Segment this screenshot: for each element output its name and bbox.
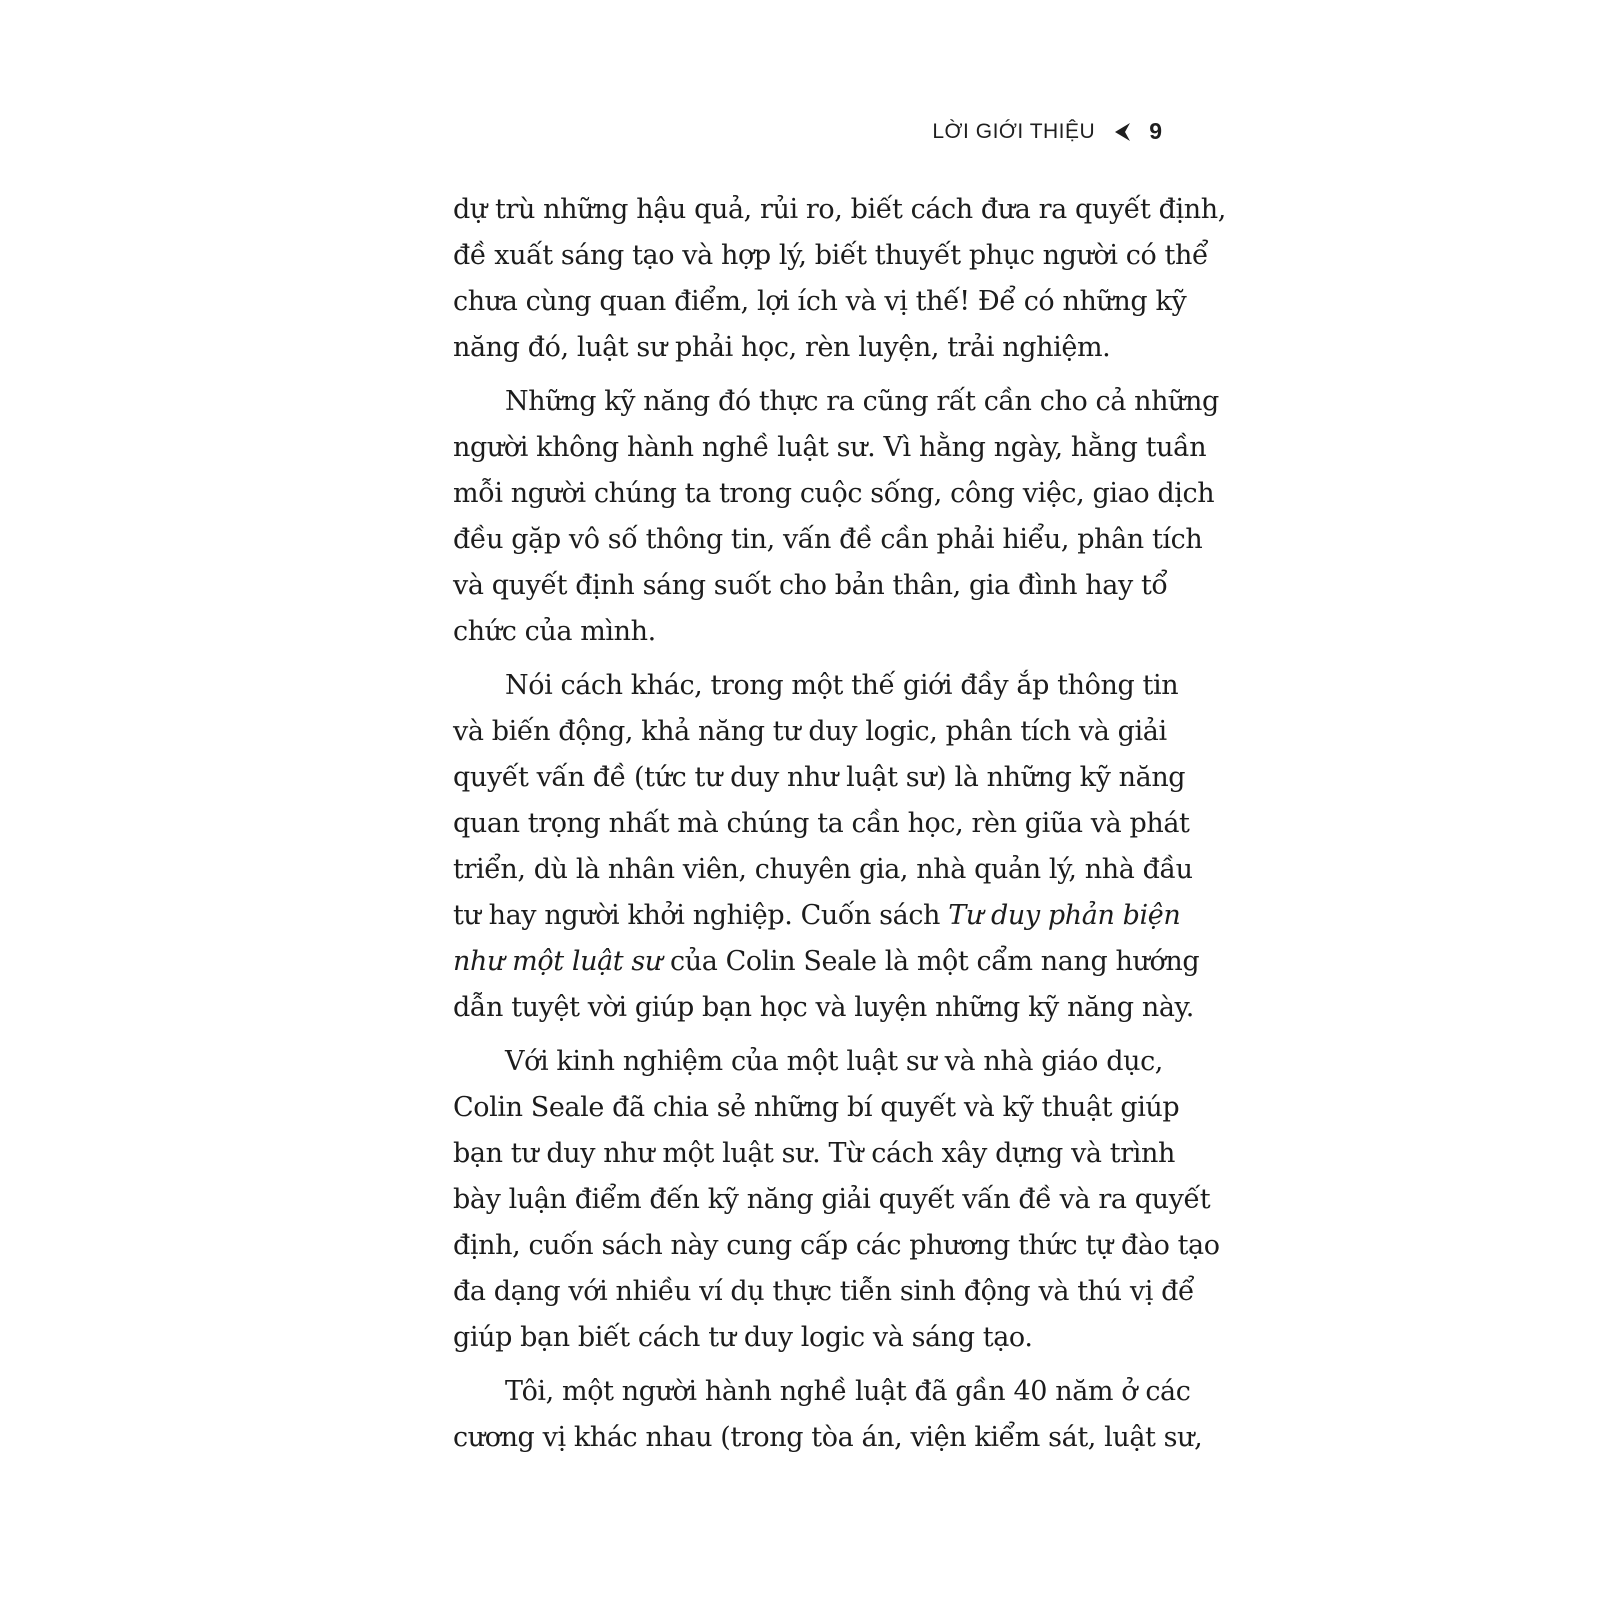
text-line: và quyết định sáng suốt cho bản thân, gia đình hay tổ (453, 570, 1168, 601)
text-line: chưa cùng quan điểm, lợi ích và vị thế! Để có những kỹ (453, 286, 1187, 317)
text-line: giúp bạn biết cách tư duy logic và sáng tạo. (453, 1322, 1033, 1353)
text-line: Những kỹ năng đó thực ra cũng rất cần cho cả những (505, 386, 1219, 417)
text-line: Tôi, một người hành nghề luật đã gần 40 năm ở các (505, 1376, 1191, 1407)
text-line: mỗi người chúng ta trong cuộc sống, công việc, giao dịch (453, 478, 1215, 509)
text-run: tư hay người khởi nghiệp. Cuốn sách (453, 900, 949, 931)
running-title: LỜI GIỚI THIỆU (932, 119, 1096, 143)
text-line: bạn tư duy như một luật sư. Từ cách xây dựng và trình (453, 1138, 1175, 1169)
text-line: đều gặp vô số thông tin, vấn đề cần phải hiểu, phân tích (453, 524, 1203, 555)
text-line: bày luận điểm đến kỹ năng giải quyết vấn đề và ra quyết (453, 1184, 1211, 1215)
text-line: Colin Seale đã chia sẻ những bí quyết và kỹ thuật giúp (453, 1092, 1180, 1123)
running-head (932, 118, 1162, 145)
paragraph-3 (453, 663, 1200, 1031)
paragraph-1 (453, 187, 1226, 371)
text-line: Với kinh nghiệm của một luật sư và nhà giáo dục, (505, 1046, 1163, 1077)
text-line: chức của mình. (453, 616, 656, 647)
arrow-left-icon (1113, 122, 1131, 142)
text-line: người không hành nghề luật sư. Vì hằng ngày, hằng tuần (453, 432, 1207, 463)
body-text (453, 187, 1226, 1461)
text-line: quan trọng nhất mà chúng ta cần học, rèn giũa và phát (453, 808, 1190, 839)
text-line: triển, dù là nhân viên, chuyên gia, nhà quản lý, nhà đầu (453, 854, 1193, 885)
text-line: Nói cách khác, trong một thế giới đầy ắp thông tin (505, 670, 1179, 701)
book-title-italic: Tư duy phản biện (948, 900, 1181, 931)
text-line (453, 893, 1181, 939)
paragraph-2 (453, 379, 1219, 655)
page-number: 9 (1149, 118, 1162, 144)
text-line: định, cuốn sách này cung cấp các phương thức tự đào tạo (453, 1230, 1220, 1261)
paragraph-5 (453, 1369, 1203, 1461)
text-line: dự trù những hậu quả, rủi ro, biết cách đưa ra quyết định, (453, 194, 1226, 225)
text-line: năng đó, luật sư phải học, rèn luyện, trải nghiệm. (453, 332, 1111, 363)
text-run: của Colin Seale là một cẩm nang hướng (661, 946, 1200, 977)
book-title-italic: như một luật sư (453, 946, 662, 977)
text-line: đề xuất sáng tạo và hợp lý, biết thuyết phục người có thể (453, 240, 1209, 271)
text-line: quyết vấn đề (tức tư duy như luật sư) là những kỹ năng (453, 762, 1186, 793)
text-line (453, 939, 1200, 985)
text-line: đa dạng với nhiều ví dụ thực tiễn sinh động và thú vị để (453, 1276, 1195, 1307)
text-line: cương vị khác nhau (trong tòa án, viện kiểm sát, luật sư, (453, 1422, 1203, 1453)
text-line: dẫn tuyệt vời giúp bạn học và luyện những kỹ năng này. (453, 992, 1194, 1023)
paragraph-4 (453, 1039, 1220, 1361)
text-line: và biến động, khả năng tư duy logic, phân tích và giải (453, 716, 1167, 747)
